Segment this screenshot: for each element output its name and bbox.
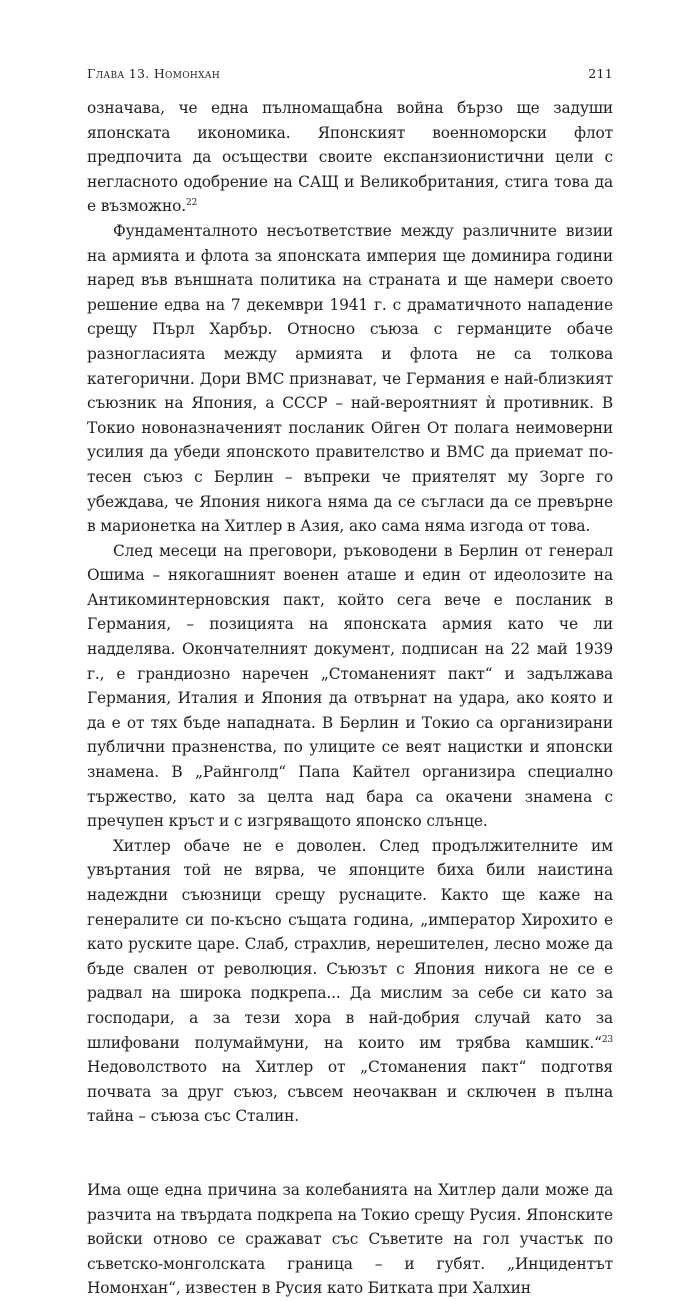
paragraph-3 [87,539,613,834]
footnote-ref-23: 23 [601,1034,613,1045]
section-paragraph-text: Има още една причина за колебанията на Хитлер дали може да разчита на твърдата подкрепа на Токио срещу Русия. Японските войски отново се сражават със Съветите на гол участък по съветско-монголската граница – и губят. „Инцидентът Номонхан“, известен в Русия като Битката при Халхин [87,1180,613,1298]
paragraph-1-text: означава, че една пълномащабна война бързо ще задуши японската икономика. Японският военноморски флот предпочита да осъществи своите експанзионистични цели с негласното одобрение на САЩ и Великобритания, стига това да е възможно. [87,99,613,216]
footnote-ref-22: 22 [186,198,198,209]
paragraph-3-text: След месеци на преговори, ръководени в Берлин от генерал Ошима – някогашният военен аташе и един от идеолозите на Антикоминтерновския пакт, който сега вече е посланик в Германия, – позицията на японската армия като че ли надделява. Окончателният документ, подписан на 22 май 1939 г., е грандиозно наречен „Стоманеният пакт“ и задължава Германия, Италия и Япония да отвърнат на удара, ако която и да е от тях бъде нападната. В Берлин и Токио са организирани публични празненства, по улиците се веят нацистки и японски знамена. В „Райнголд“ Папа Кайтел организира специално тържество, като за целта над бара са окачени знамена с пречупен кръст и с изгряващото японско слънце. [87,541,613,831]
paragraph-2-text: Фундаменталното несъответствие между различните визии на армията и флота за японската империя ще доминира години наред във външната политика на страната и ще намери своето решение едва на 7 декември 1941 г. с драматичното нападение срещу Пърл Харбър. Относно съюза с германците обаче разногласията между армията и флота не са толкова категорични. Дори ВМС признават, че Германия е най-близкият съюзник на Япония, а СССР – най-вероятният ѝ противник. В Токио новоназначеният посланик Ойген От полага неимоверни усилия да убеди японското правителство и ВМС да приемат по-тесен съюз с Берлин – въпреки че приятелят му Зорге го убеждава, че Япония никога няма да се съгласи да се превърне в марионетка на Хитлер в Азия, ако сама няма изгода от това. [87,221,613,536]
paragraph-4-text: Хитлер обаче не е доволен. След продължителните им увъртания той не вярва, че японците биха били наистина надеждни съюзници срещу руснаците. Както ще каже на генералите си по-късно същата година, „император Хирохито е като руските царе. Слаб, страхлив, нерешителен, лесно може да бъде свален от революция. Съюзът с Япония никога не се е радвал на широка подкрепа... Да мислим за себе си като за господари, а за тези хора в най-добрия случай като за шлифовани полумаймуни, на които им трябва камшик.“ [87,836,613,1052]
body-text [87,96,613,1301]
chapter-title: Глава 13. Номонхан [87,66,221,81]
paragraph-4-continuation: Недоволството на Хитлер от „Стоманения пакт“ подготвя почвата за друг съюз, съвсем неочакван и сключен в пълна тайна – съюза със Сталин. [87,1058,613,1126]
page-number: 211 [588,66,613,81]
paragraph-2 [87,219,613,539]
paragraph-4 [87,834,613,1129]
paragraph-1 [87,96,613,219]
section-paragraph [87,1178,613,1301]
